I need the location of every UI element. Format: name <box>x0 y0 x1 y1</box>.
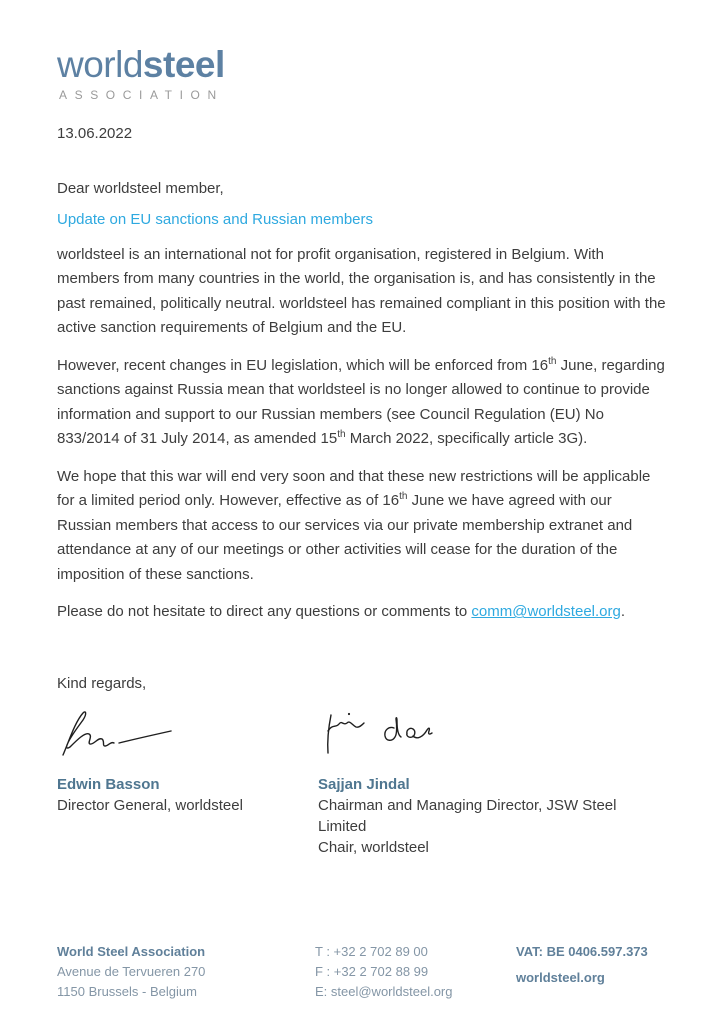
footer-telephone: T : +32 2 702 89 00 <box>315 944 428 959</box>
logo-subtitle: ASSOCIATION <box>59 87 224 102</box>
email-link[interactable]: comm@worldsteel.org <box>471 603 621 621</box>
sajjan-jindal-signature <box>318 704 667 766</box>
logo-wordmark <box>57 45 667 86</box>
footer-email: E: steel@worldsteel.org <box>315 984 453 999</box>
footer-contact-column <box>315 942 516 1002</box>
signer-edwin-basson <box>57 774 318 858</box>
footer-address-line-1: Avenue de Tervueren 270 <box>57 964 206 979</box>
edwin-basson-signature <box>57 704 318 766</box>
signer-sajjan-jindal <box>318 774 667 858</box>
signer-name: Sajjan Jindal <box>318 775 410 793</box>
signer-title: Chairman and Managing Director, JSW Steel Limited <box>318 796 617 835</box>
letter-footer <box>57 942 676 1002</box>
signers-row <box>57 774 667 858</box>
footer-vat: VAT: BE 0406.597.373 <box>516 944 648 959</box>
paragraph-3: We hope that this war will end very soon and that these new restrictions will be applicable for a limited period only. However, effective as of 16th June we have agreed with our Russian members that access to our services via our private membership extranet and attendance at any of our meetings or other activities will cease for the duration of the imposition of these sanctions. <box>57 467 651 583</box>
footer-fax: F : +32 2 702 88 99 <box>315 964 429 979</box>
superscript: th <box>548 355 557 367</box>
footer-website: worldsteel.org <box>516 970 605 985</box>
paragraph-4: Please do not hesitate to direct any questions or comments to comm@worldsteel.org. <box>57 603 626 621</box>
superscript: th <box>399 491 408 503</box>
footer-org-name: World Steel Association <box>57 944 206 959</box>
paragraph-1: worldsteel is an international not for profit organisation, registered in Belgium. With members from many countries in the world, the organisation is, and has consistently in the past remained, politically neutral. worldsteel has remained compliant in this position with the active sanction requirements of Belgium and the EU. <box>57 245 666 337</box>
paragraph-2: However, recent changes in EU legislation, which will be enforced from 16th June, regarding sanctions against Russia mean that worldsteel is no longer allowed to continue to provide information and support to our Russian members (see Council Regulation (EU) No 833/2014 of 31 July 2014, as amended 15th March 2022, specifically article 3G). <box>57 355 665 448</box>
greeting: Dear worldsteel member, <box>57 179 224 197</box>
closing: Kind regards, <box>57 674 147 692</box>
superscript: th <box>337 429 346 441</box>
logo-word-light: world <box>57 44 143 85</box>
signer-title: Chair, worldsteel <box>318 838 429 856</box>
footer-org-column <box>57 942 315 1002</box>
footer-meta-column <box>516 942 676 1002</box>
letter-date: 13.06.2022 <box>57 124 133 142</box>
signer-title: Director General, worldsteel <box>57 796 243 814</box>
subject-line: Update on EU sanctions and Russian members <box>57 210 373 228</box>
footer-address-line-2: 1150 Brussels - Belgium <box>57 984 197 999</box>
edwin-basson-signature-image <box>57 708 179 762</box>
worldsteel-logo <box>57 45 667 102</box>
signer-name: Edwin Basson <box>57 775 160 793</box>
sajjan-jindal-signature-image <box>318 706 453 760</box>
logo-word-bold: steel <box>142 44 225 85</box>
signature-row <box>57 704 667 766</box>
